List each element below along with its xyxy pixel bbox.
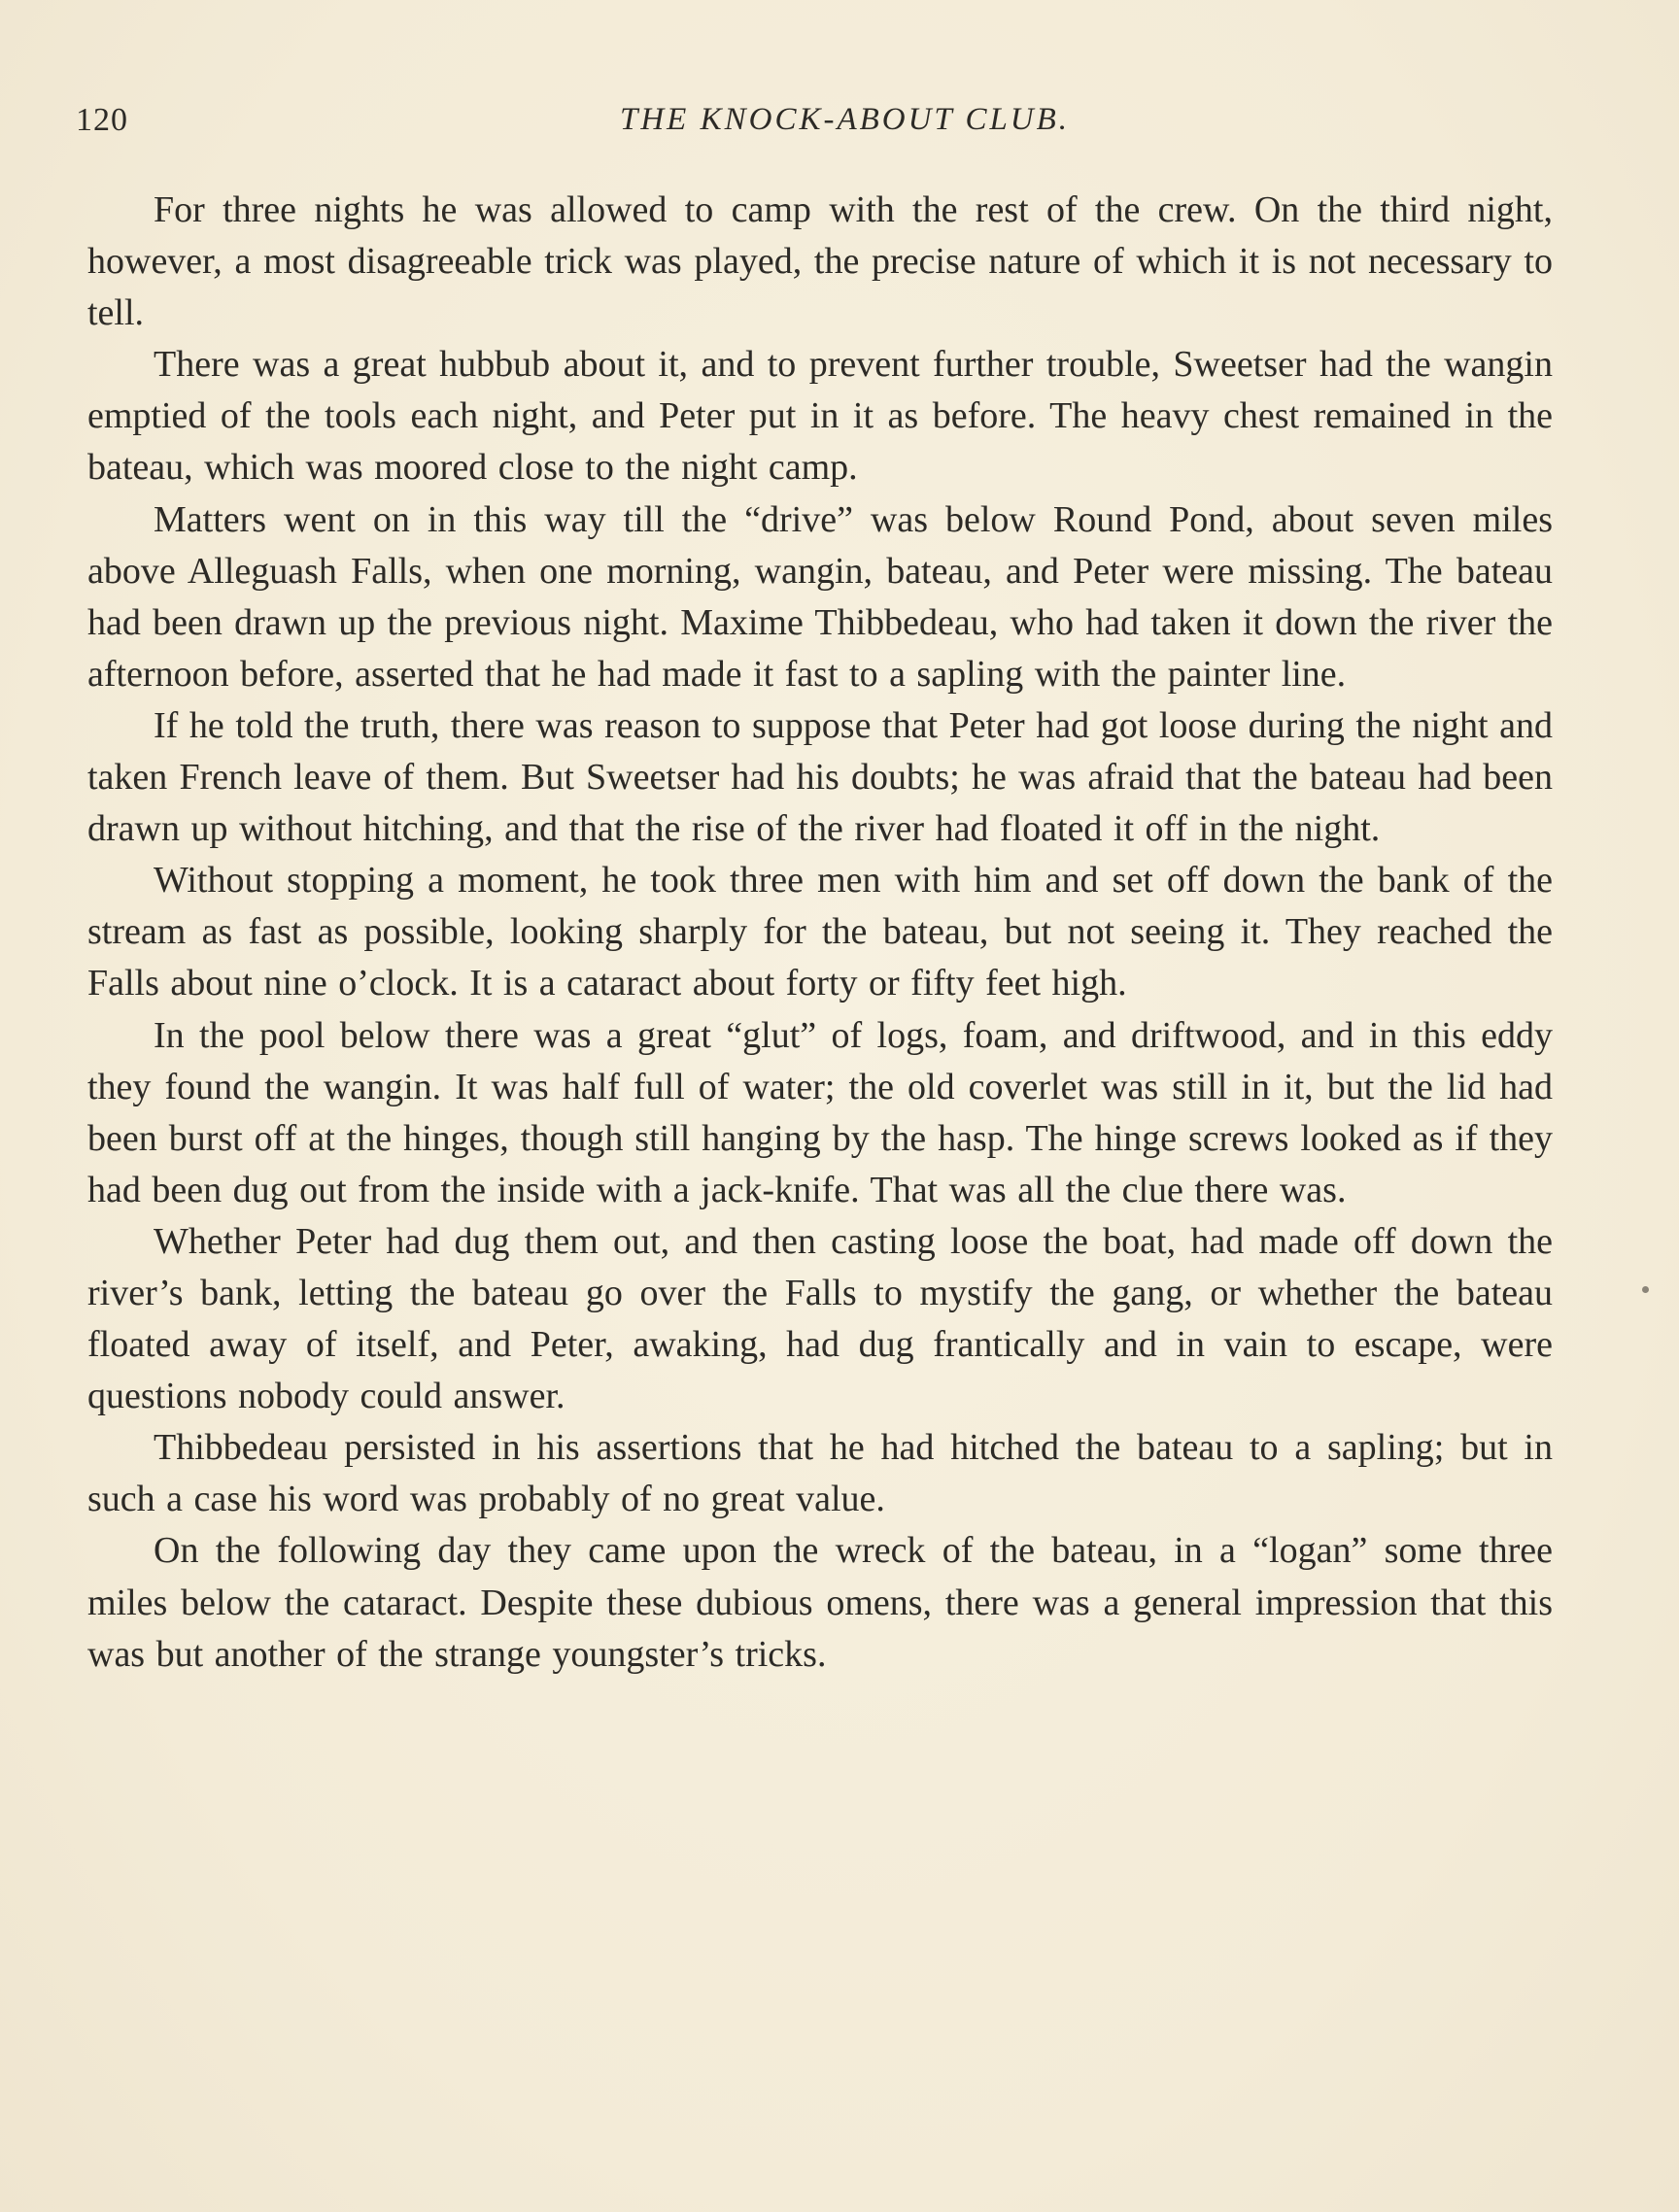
paragraph: There was a great hubbub about it, and to prevent further trouble, Sweetser had the wangin emptied of the tools each night, and Peter put in it as before. The heavy chest remained in the bateau, which was moored close to the night camp.	[87, 344, 1553, 489]
paragraph: Thibbedeau persisted in his assertions that he had hitched the bateau to a sapling; but in such a case his word was probably of no great value.	[87, 1427, 1553, 1520]
paragraph: Whether Peter had dug them out, and then casting loose the boat, had made off down the river’s bank, letting the bateau go over the Falls to mystify the gang, or whether the bateau floated away of itself, and Peter, awaking, had dug frantically and in vain to escape, were questions nobody could answer.	[87, 1220, 1553, 1417]
running-title: THE KNOCK-ABOUT CLUB.	[620, 102, 1071, 137]
page-number: 120	[76, 102, 128, 138]
page-header	[76, 102, 1553, 151]
paragraph: On the following day they came upon the wreck of the bateau, in a “logan” some three miles below the cataract. Despite these dubious omens, there was a general impression that this was but another of the strange youngster’s tricks.	[87, 1530, 1553, 1675]
paragraph: In the pool below there was a great “glut” of logs, foam, and driftwood, and in this eddy they found the wangin. It was half full of water; the old coverlet was still in it, but the lid had been burst off at the hinges, though still hanging by the hasp. The hinge screws looked as if they had been dug out from the inside with a jack-knife. That was all the clue there was.	[87, 1014, 1553, 1210]
paragraph: For three nights he was allowed to camp with the rest of the crew. On the third night, however, a most disagreeable trick was played, the precise nature of which it is not necessary to tell.	[87, 189, 1553, 334]
paragraph: Matters went on in this way till the “drive” was below Round Pond, about seven miles above Alleguash Falls, when one morning, wangin, bateau, and Peter were missing. The bateau had been drawn up the previous night. Maxime Thibbedeau, who had taken it down the river the afternoon before, asserted that he had made it fast to a sapling with the painter line.	[87, 498, 1553, 695]
body-text	[87, 185, 1553, 1681]
paragraph: If he told the truth, there was reason to suppose that Peter had got loose during the night and taken French leave of them. But Sweetser had his doubts; he was afraid that the bateau had been drawn up without hitching, and that the rise of the river had floated it off in the night.	[87, 704, 1553, 850]
margin-speck	[1642, 1286, 1649, 1293]
paragraph: Without stopping a moment, he took three men with him and set off down the bank of the stream as fast as possible, looking sharply for the bateau, but not seeing it. They reached the Falls about nine o’clock. It is a cataract about forty or fifty feet high.	[87, 860, 1553, 1004]
